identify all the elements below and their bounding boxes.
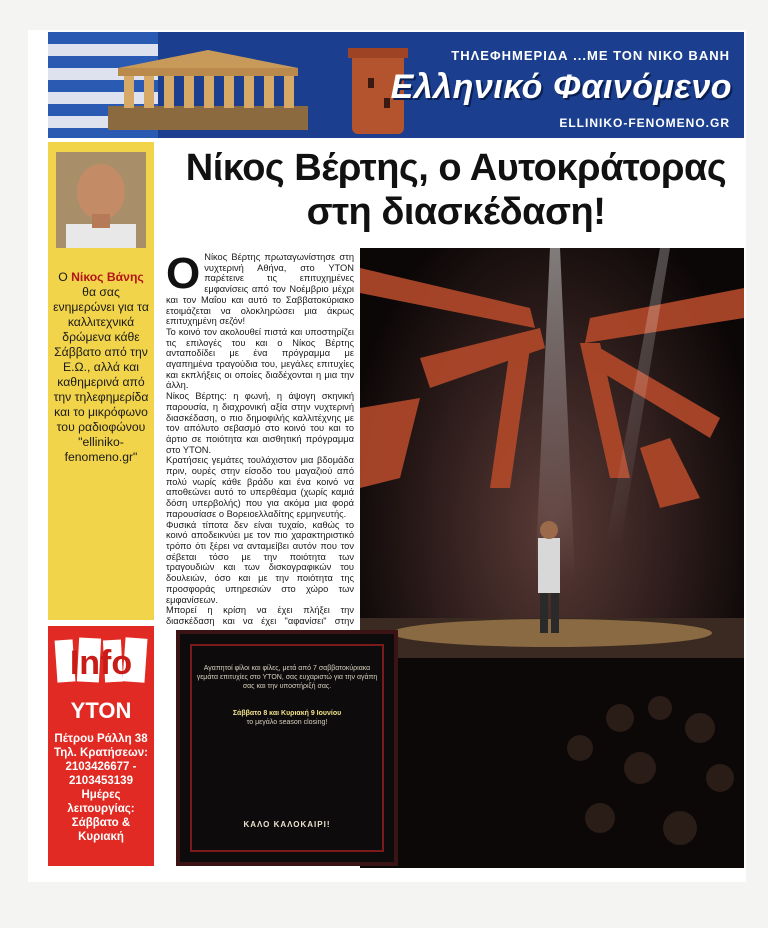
advert-message: Αγαπητοί φίλοι και φίλες, μετά από 7 σαββατοκύριακα γεμάτα επιτυχίες στο ΥΤΟΝ, σας ευχαριστώ για την αγάπη σας και την υποστήριξή σας.: [196, 665, 378, 690]
parthenon-graphic: [108, 46, 308, 130]
advert-closing: το μεγάλο season closing!: [246, 719, 328, 726]
days-label: Ημέρες λειτουργίας:: [67, 789, 135, 815]
phone-1: 2103426677 -: [65, 761, 137, 773]
masthead-banner: [48, 32, 744, 138]
phones-label: Τηλ. Κρατήσεων:: [54, 747, 148, 759]
paragraph-3: Νίκος Βέρτης: η φωνή, η άψογη σκηνική παρουσία, η διαχρονική αξία στην νυχτερινή διασκέδαση, ο πιο δημοφιλής καλλιτέχνης με τον απόλυτο σεβασμό στο κοινό του και το άρτιο σε ποιότητα και αισθητική πρόγραμμα στο ΥΤΟΝ.: [166, 391, 354, 455]
paragraph-1: Νίκος Βέρτης πρωταγωνίστησε στη νυχτερινή Αθήνα, στο ΥΤΟΝ παρέτεινε τις επιτυχημένες εμφανίσεις από τον Νοέμβριο μέχρι και τον Μαΐου και αυτό το Σαββατοκύριακο ετοιμάζεται να ολοκληρώσει μια άκρως επιτυχημένη σεζόν!: [166, 252, 354, 327]
author-prefix: Ο: [58, 270, 72, 284]
paragraph-6: Μπορεί η κρίση να έχει πλήξει την διασκέδαση και να έχει "αφανίσει" στην: [166, 605, 354, 626]
paragraph-5: Φυσικά τίποτα δεν είναι τυχαίο, καθώς το κοινό αποδεικνύει με τον πιο χαρακτηριστικό τρόπο ότι ξέρει να ανταμείβει αυτόν που τον σέβεται τόσο με την ποιότητα των τραγουδιών και των δισκογραφικών του δουλειών, όσο και με την ποιότητα της προσφοράς υπηρεσιών στο χώρο των εμφανίσεων.: [166, 519, 354, 605]
days-value: Σάββατο & Κυριακή: [71, 817, 131, 843]
paragraph-2: Το κοινό τον ακολουθεί πιστά και υποστηρίζει τις επιλογές του και ο Νίκος Βέρτης ανταποδίδει με ένα πρόγραμμα με αγαπημένα τραγούδια του, μεγάλες επιτυχίες και εκπλήξεις οι οποίες διαδέχονται η μια την άλλη.: [166, 326, 354, 391]
venue-name: ΥΤΟΝ: [70, 698, 132, 723]
author-blurb: [52, 270, 150, 465]
info-box: [48, 626, 154, 866]
concert-photo: [360, 248, 744, 868]
paragraph-4: Κρατήσεις γεμάτες τουλάχιστον μια βδομάδα πριν, ουρές στην είσοδο του μαγαζιού από πολύ νωρίς κάθε βράδυ και ένα κοινό να αποθεώνει αυτό το υπερθέαμα (χωρίς καμιά δόση υπερβολής) που για ακόμα μια φορά παρουσίασε ο Βορειοελλαδίτης ερμηνευτής.: [166, 455, 354, 519]
masthead-title: Ελληνικό Φαινόμενο: [390, 68, 732, 106]
advert-dates: Σάββατο 8 και Κυριακή 9 Ιουνίου: [232, 710, 342, 717]
advert-text: [196, 664, 378, 727]
article-headline: [168, 146, 744, 234]
headline-line-1: Νίκος Βέρτης, ο Αυτοκράτορας: [185, 147, 727, 189]
author-description: θα σας ενημερώνει για τα καλλιτεχνικά δρώμενα κάθε Σάββατο από την Ε.Ω., αλλά και καθημερινά από την τηλεφημερίδα και το μικρόφωνο του ραδιοφώνου "elliniko-fenomeno.gr": [53, 285, 149, 464]
info-logo: [54, 634, 148, 686]
author-sidebar: [48, 142, 154, 620]
masthead-website: ELLINIKO-FENOMENO.GR: [559, 116, 730, 130]
article-body: [166, 252, 354, 628]
advert-footer: ΚΑΛΟ ΚΑΛΟΚΑΙΡΙ!: [243, 820, 331, 829]
concert-advert: [176, 630, 398, 866]
headline-line-2: στη διασκέδαση!: [306, 191, 606, 233]
drop-cap: Ο: [166, 252, 201, 298]
phone-2: 2103453139: [69, 775, 133, 787]
info-logo-text: Info: [69, 644, 133, 682]
masthead-tagline: ΤΗΛΕΦΗΜΕΡΙΔΑ ...ΜΕ ΤΟΝ ΝΙΚΟ ΒΑΝΗ: [451, 48, 730, 63]
newspaper-page: [28, 30, 746, 882]
author-name: Νίκος Βάνης: [71, 270, 144, 284]
author-photo: [56, 152, 146, 248]
venue-address: Πέτρου Ράλλη 38: [54, 733, 148, 745]
venue-details: [52, 732, 150, 844]
